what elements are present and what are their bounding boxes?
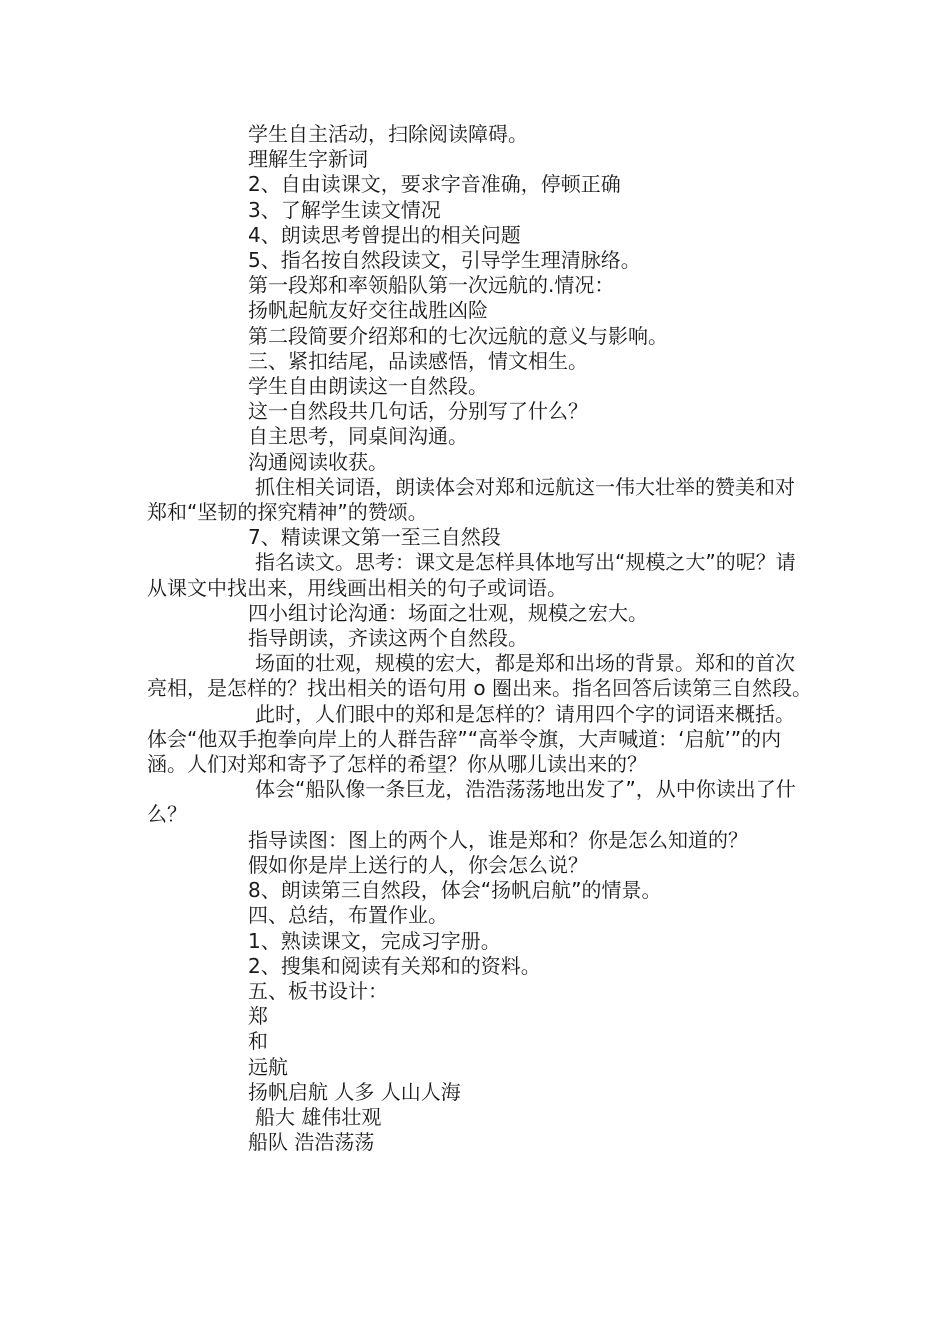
board-line: 和	[248, 1029, 268, 1054]
paragraph: 理解生字新词	[248, 147, 368, 172]
paragraph: 指导读图：图上的两个人，谁是郑和？你是怎么知道的？	[248, 827, 748, 852]
paragraph: 扬帆起航友好交往战胜凶险	[248, 298, 488, 323]
paragraph: 自主思考，同桌间沟通。	[248, 424, 468, 449]
board-line: 船大 雄伟壮观	[255, 1104, 382, 1129]
paragraph: 8、朗读第三自然段，体会“扬帆启航”的情景。	[248, 878, 662, 903]
paragraph: 沟通阅读收获。	[248, 449, 388, 474]
paragraph: 体会“船队像一条巨龙，浩浩荡荡地出发了”，从中你读出了什么？	[147, 777, 796, 827]
paragraph: 4、朗读思考曾提出的相关问题	[248, 222, 521, 247]
paragraph: 学生自主活动，扫除阅读障碍。	[248, 122, 528, 146]
paragraph: 2、搜集和阅读有关郑和的资料。	[248, 953, 541, 978]
paragraph: 假如你是岸上送行的人，你会怎么说？	[248, 852, 588, 877]
paragraph: 指导朗读，齐读这两个自然段。	[248, 626, 528, 651]
paragraph: 学生自由朗读这一自然段。	[248, 374, 488, 399]
paragraph: 3、了解学生读文情况	[248, 197, 441, 222]
board-line: 船队 浩浩荡荡	[248, 1130, 375, 1155]
paragraph: 指名读文。思考：课文是怎样具体地写出“规模之大”的呢？请从课文中找出来，用线画出相关的句子或词语。	[147, 550, 796, 600]
section-heading: 三、紧扣结尾，品读感悟，情文相生。	[248, 348, 588, 373]
paragraph: 2、自由读课文，要求字音准确，停顿正确	[248, 172, 621, 197]
board-line: 远航	[248, 1054, 288, 1079]
paragraph: 这一自然段共几句话，分别写了什么？	[248, 399, 588, 424]
document-body	[147, 122, 812, 1155]
paragraph: 7、精读课文第一至三自然段	[248, 525, 501, 550]
paragraph: 1、熟读课文，完成习字册。	[248, 928, 501, 953]
paragraph: 此时，人们眼中的郑和是怎样的？请用四个字的词语来概括。体会“他双手抱拳向岸上的人群告辞”“高举令旗，大声喊道：‘启航’”的内涵。人们对郑和寄予了怎样的希望？你从哪儿读出来的？	[147, 701, 795, 777]
section-heading: 五、板书设计：	[248, 978, 388, 1003]
section-heading: 四、总结，布置作业。	[248, 903, 448, 928]
paragraph: 第一段郑和率领船队第一次远航的.情况：	[248, 273, 615, 298]
board-line: 扬帆启航 人多 人山人海	[248, 1079, 461, 1104]
paragraph: 场面的壮观，规模的宏大，都是郑和出场的背景。郑和的首次亮相，是怎样的？找出相关的语句用 o 圈出来。指名回答后读第三自然段。	[147, 651, 812, 701]
paragraph: 四小组讨论沟通：场面之壮观，规模之宏大。	[248, 600, 648, 625]
paragraph: 抓住相关词语，朗读体会对郑和远航这一伟大壮举的赞美和对郑和“坚韧的探究精神”的赞颂。	[147, 474, 795, 525]
paragraph: 5、指名按自然段读文，引导学生理清脉络。	[248, 248, 641, 273]
board-line: 郑	[248, 1004, 268, 1029]
paragraph: 第二段简要介绍郑和的七次远航的意义与影响。	[248, 323, 668, 348]
